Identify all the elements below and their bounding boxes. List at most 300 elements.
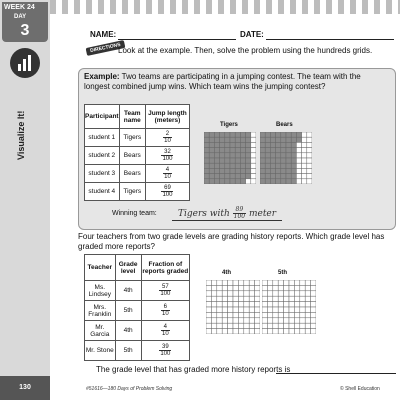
grid-cell-shaded bbox=[276, 163, 281, 168]
bar-chart-icon bbox=[10, 48, 40, 78]
grid-cell bbox=[278, 302, 283, 307]
grid-cell bbox=[300, 329, 305, 334]
grid-cell-shaded bbox=[204, 137, 209, 142]
grid-cell bbox=[228, 323, 233, 328]
grid-cell bbox=[294, 318, 299, 323]
grid-cell-shaded bbox=[291, 153, 296, 158]
grid-cell-shaded bbox=[270, 168, 275, 173]
grid-cell-shaded bbox=[286, 179, 291, 184]
grid-cell-shaded bbox=[260, 174, 265, 179]
hundreds-grid-4th[interactable] bbox=[206, 280, 260, 334]
grid-cell bbox=[222, 323, 227, 328]
grid-cell-shaded bbox=[235, 132, 240, 137]
example-text: Example: Two teams are participating in a jumping contest. The team with the longest combined jump wins. Which team wins the jumping contest? bbox=[84, 72, 361, 91]
grid-cell bbox=[217, 291, 222, 296]
grid-cell bbox=[228, 329, 233, 334]
grid-cell bbox=[222, 291, 227, 296]
grid-cell-shaded bbox=[265, 174, 270, 179]
grid-cell-shaded bbox=[214, 163, 219, 168]
grid-cell-shaded bbox=[220, 153, 225, 158]
grid-cell-shaded bbox=[214, 137, 219, 142]
grid-cell-shaded bbox=[246, 163, 251, 168]
grid-cell bbox=[289, 285, 294, 290]
grid-cell-shaded bbox=[265, 137, 270, 142]
grid-cell bbox=[211, 302, 216, 307]
grid-cell bbox=[273, 285, 278, 290]
grid-cell bbox=[206, 296, 211, 301]
table-row: Mrs. Franklin 5th $\frac{6}{10}$ bbox=[85, 301, 190, 321]
grid-cell bbox=[305, 291, 310, 296]
grid-cell bbox=[206, 285, 211, 290]
grid-cell-shaded bbox=[240, 148, 245, 153]
grid-cell bbox=[300, 323, 305, 328]
day-label: DAY bbox=[14, 14, 27, 20]
grid-cell bbox=[233, 318, 238, 323]
grid-cell bbox=[289, 302, 294, 307]
grid-cell bbox=[228, 307, 233, 312]
grid-cell bbox=[244, 302, 249, 307]
grid-cell bbox=[249, 296, 254, 301]
grid-cell-shaded bbox=[265, 163, 270, 168]
grid-cell-shaded bbox=[240, 132, 245, 137]
grid-cell bbox=[222, 302, 227, 307]
grid-cell bbox=[273, 280, 278, 285]
grid-cell bbox=[228, 296, 233, 301]
grid-cell bbox=[284, 296, 289, 301]
grid-cell bbox=[211, 323, 216, 328]
grid-cell bbox=[267, 291, 272, 296]
grid-cell-shaded bbox=[220, 142, 225, 147]
grid-cell bbox=[302, 179, 307, 184]
grid-cell-shaded bbox=[246, 168, 251, 173]
grid-cell-shaded bbox=[281, 158, 286, 163]
grid-cell-shaded bbox=[260, 179, 265, 184]
grid-cell bbox=[296, 142, 301, 147]
grid-cell bbox=[244, 329, 249, 334]
grid-cell bbox=[262, 302, 267, 307]
grid-cell-shaded bbox=[209, 148, 214, 153]
grid-cell bbox=[302, 132, 307, 137]
grid-cell-shaded bbox=[286, 148, 291, 153]
grid-cell bbox=[238, 302, 243, 307]
grid-cell bbox=[311, 323, 316, 328]
grid-cell-shaded bbox=[260, 142, 265, 147]
grid-cell-shaded bbox=[286, 153, 291, 158]
name-label: NAME: bbox=[90, 30, 117, 39]
grid-cell-shaded bbox=[286, 168, 291, 173]
name-field[interactable] bbox=[118, 39, 236, 40]
grid-cell-shaded bbox=[209, 179, 214, 184]
grid-cell bbox=[294, 312, 299, 317]
grid-cell bbox=[300, 307, 305, 312]
grid-cell bbox=[244, 280, 249, 285]
grid-cell bbox=[289, 323, 294, 328]
grid-cell bbox=[255, 285, 260, 290]
grid-cell bbox=[262, 323, 267, 328]
grid-cell bbox=[211, 329, 216, 334]
grid-cell bbox=[255, 307, 260, 312]
grid-cell-shaded bbox=[220, 174, 225, 179]
grid-cell bbox=[273, 307, 278, 312]
grid-cell bbox=[211, 291, 216, 296]
grid-cell bbox=[273, 296, 278, 301]
grid-cell bbox=[300, 302, 305, 307]
grid-cell-shaded bbox=[225, 148, 230, 153]
grid-cell-shaded bbox=[209, 153, 214, 158]
grid-cell bbox=[238, 291, 243, 296]
grid-cell bbox=[206, 329, 211, 334]
grid-cell-shaded bbox=[204, 142, 209, 147]
grid-cell-shaded bbox=[246, 132, 251, 137]
grid-cell bbox=[296, 163, 301, 168]
grid-cell bbox=[311, 291, 316, 296]
grid-cell bbox=[302, 142, 307, 147]
grid-cell-shaded bbox=[291, 158, 296, 163]
grid-cell bbox=[217, 285, 222, 290]
grid-cell-shaded bbox=[240, 142, 245, 147]
grid-cell-shaded bbox=[225, 158, 230, 163]
grid-cell bbox=[228, 291, 233, 296]
grid-cell-shaded bbox=[286, 174, 291, 179]
grid-cell-shaded bbox=[225, 168, 230, 173]
grid-cell bbox=[307, 163, 312, 168]
grid-cell bbox=[305, 323, 310, 328]
table-header: Teacher bbox=[85, 255, 116, 281]
grid-cell-shaded bbox=[214, 158, 219, 163]
grid-cell-shaded bbox=[286, 158, 291, 163]
grid-cell-shaded bbox=[230, 153, 235, 158]
grid-cell bbox=[238, 323, 243, 328]
grid-cell bbox=[289, 291, 294, 296]
grid-cell bbox=[305, 318, 310, 323]
grid-cell bbox=[284, 307, 289, 312]
grid-cell bbox=[251, 174, 256, 179]
grid-cell-shaded bbox=[270, 132, 275, 137]
grid-cell-shaded bbox=[225, 174, 230, 179]
grid-cell bbox=[294, 323, 299, 328]
grid-cell bbox=[307, 132, 312, 137]
grid-cell-shaded bbox=[214, 142, 219, 147]
grid-cell bbox=[217, 318, 222, 323]
grid-cell bbox=[294, 291, 299, 296]
grid-cell bbox=[284, 302, 289, 307]
grid-cell-shaded bbox=[209, 158, 214, 163]
grid-cell-shaded bbox=[260, 168, 265, 173]
grid-cell bbox=[305, 307, 310, 312]
grid-label-4th: 4th bbox=[222, 270, 231, 276]
grid-cell-shaded bbox=[291, 137, 296, 142]
grid-cell bbox=[251, 142, 256, 147]
grid-cell-shaded bbox=[281, 142, 286, 147]
table-row: Mr. Garcia 4th $\frac{4}{10}$ bbox=[85, 321, 190, 341]
directions-text: Look at the example. Then, solve the problem using the hundreds grids. bbox=[118, 46, 373, 55]
grid-cell-shaded bbox=[246, 137, 251, 142]
grid-cell bbox=[300, 318, 305, 323]
winner-answer: Tigers with $\frac{89}{100}$ meter bbox=[172, 207, 282, 221]
footer-left: #51616—180 Days of Problem Solving bbox=[86, 386, 173, 392]
grid-cell bbox=[307, 174, 312, 179]
grid-cell bbox=[273, 312, 278, 317]
grid-cell-shaded bbox=[291, 163, 296, 168]
grid-cell-shaded bbox=[225, 132, 230, 137]
grid-cell bbox=[289, 307, 294, 312]
grid-cell bbox=[311, 329, 316, 334]
grid-cell-shaded bbox=[265, 158, 270, 163]
grid-cell bbox=[238, 318, 243, 323]
grid-cell bbox=[238, 296, 243, 301]
grid-cell-shaded bbox=[230, 168, 235, 173]
grid-cell bbox=[302, 168, 307, 173]
hundreds-grid-bears bbox=[260, 132, 312, 184]
grid-cell bbox=[249, 291, 254, 296]
grid-cell bbox=[278, 291, 283, 296]
grid-cell-shaded bbox=[281, 137, 286, 142]
grid-cell-shaded bbox=[230, 148, 235, 153]
grid-cell-shaded bbox=[286, 163, 291, 168]
grid-cell-shaded bbox=[240, 168, 245, 173]
grid-cell bbox=[255, 280, 260, 285]
grid-cell-shaded bbox=[240, 179, 245, 184]
grid-cell bbox=[222, 285, 227, 290]
fraction: $\frac{2}{10}$ bbox=[164, 131, 171, 144]
grid-cell bbox=[251, 158, 256, 163]
grid-cell-shaded bbox=[204, 148, 209, 153]
table-row: Ms. Lindsey 4th $\frac{57}{100}$ bbox=[85, 281, 190, 301]
grid-cell bbox=[217, 323, 222, 328]
grid-cell bbox=[307, 179, 312, 184]
grid-cell bbox=[238, 285, 243, 290]
grid-cell bbox=[217, 329, 222, 334]
grid-cell-shaded bbox=[276, 132, 281, 137]
grid-cell-shaded bbox=[209, 142, 214, 147]
grid-cell-shaded bbox=[204, 132, 209, 137]
grid-cell-shaded bbox=[246, 158, 251, 163]
grid-cell-shaded bbox=[230, 174, 235, 179]
grid-cell bbox=[305, 302, 310, 307]
grid-cell-shaded bbox=[286, 137, 291, 142]
grid-cell-shaded bbox=[276, 168, 281, 173]
grid-cell-shaded bbox=[235, 153, 240, 158]
winner-label: Winning team: bbox=[112, 210, 157, 217]
grid-cell-shaded bbox=[235, 137, 240, 142]
grid-cell-shaded bbox=[270, 158, 275, 163]
grid-cell-shaded bbox=[246, 148, 251, 153]
table-header: Grade level bbox=[115, 255, 141, 281]
footer-right: © Shell Education bbox=[340, 386, 380, 392]
table-row: student 2 Bears $\frac{32}{100}$ bbox=[85, 147, 190, 165]
grid-cell bbox=[278, 307, 283, 312]
grid-cell-shaded bbox=[260, 132, 265, 137]
grid-cell bbox=[249, 329, 254, 334]
grid-cell bbox=[206, 312, 211, 317]
grid-cell-shaded bbox=[276, 148, 281, 153]
grid-cell bbox=[206, 302, 211, 307]
grid-cell bbox=[233, 285, 238, 290]
grid-cell bbox=[211, 296, 216, 301]
grid-cell bbox=[255, 318, 260, 323]
grid-cell-shaded bbox=[270, 179, 275, 184]
grid-cell-shaded bbox=[209, 132, 214, 137]
grid-cell-shaded bbox=[209, 137, 214, 142]
grid-cell bbox=[251, 179, 256, 184]
grid-cell-shaded bbox=[276, 158, 281, 163]
grid-cell bbox=[302, 174, 307, 179]
grid-cell bbox=[296, 168, 301, 173]
grid-label-tigers: Tigers bbox=[220, 122, 238, 128]
grid-cell bbox=[251, 163, 256, 168]
grid-cell bbox=[251, 132, 256, 137]
grid-cell-shaded bbox=[265, 179, 270, 184]
grid-cell bbox=[296, 158, 301, 163]
grid-cell bbox=[307, 153, 312, 158]
grid-cell bbox=[302, 158, 307, 163]
grid-cell bbox=[311, 312, 316, 317]
fraction: $\frac{32}{100}$ bbox=[162, 149, 173, 162]
grid-cell bbox=[267, 318, 272, 323]
grid-cell-shaded bbox=[214, 174, 219, 179]
section-label: Visualize It! bbox=[16, 110, 26, 160]
grid-cell-shaded bbox=[240, 137, 245, 142]
grid-cell-shaded bbox=[225, 153, 230, 158]
grid-cell bbox=[294, 285, 299, 290]
grid-cell bbox=[228, 302, 233, 307]
grid-cell bbox=[278, 280, 283, 285]
date-label: DATE: bbox=[240, 30, 264, 39]
grid-cell bbox=[238, 307, 243, 312]
grid-cell bbox=[217, 280, 222, 285]
grid-cell bbox=[249, 307, 254, 312]
grid-cell-shaded bbox=[235, 158, 240, 163]
grid-cell bbox=[294, 296, 299, 301]
date-field[interactable] bbox=[266, 39, 394, 40]
grid-cell bbox=[217, 296, 222, 301]
grid-cell-shaded bbox=[276, 142, 281, 147]
grid-cell-shaded bbox=[220, 137, 225, 142]
grid-cell bbox=[249, 323, 254, 328]
grid-cell bbox=[284, 280, 289, 285]
grid-cell bbox=[267, 307, 272, 312]
table-row: student 1 Tigers $\frac{2}{10}$ bbox=[85, 129, 190, 147]
grid-cell-shaded bbox=[240, 174, 245, 179]
grid-cell bbox=[233, 307, 238, 312]
grid-cell bbox=[244, 323, 249, 328]
grid-cell-shaded bbox=[230, 179, 235, 184]
grid-cell bbox=[294, 307, 299, 312]
grid-cell-shaded bbox=[230, 142, 235, 147]
grid-cell bbox=[284, 323, 289, 328]
grid-cell bbox=[296, 153, 301, 158]
grid-cell-shaded bbox=[204, 153, 209, 158]
grid-cell bbox=[244, 307, 249, 312]
grid-cell bbox=[300, 312, 305, 317]
grid-cell bbox=[311, 285, 316, 290]
example-table bbox=[84, 104, 190, 201]
grid-cell-shaded bbox=[246, 153, 251, 158]
fraction: $\frac{4}{10}$ bbox=[161, 324, 169, 337]
grid-cell-shaded bbox=[296, 137, 301, 142]
grid-cell-shaded bbox=[209, 168, 214, 173]
table-header: Team name bbox=[119, 105, 145, 129]
grid-cell-shaded bbox=[291, 179, 296, 184]
decorative-stripes bbox=[50, 0, 400, 14]
hundreds-grid-tigers bbox=[204, 132, 256, 184]
grid-cell bbox=[300, 280, 305, 285]
grid-cell bbox=[302, 137, 307, 142]
grid-cell-shaded bbox=[265, 153, 270, 158]
grid-cell bbox=[249, 318, 254, 323]
grid-cell bbox=[217, 312, 222, 317]
grid-cell bbox=[302, 153, 307, 158]
winner-fraction: $\frac{89}{100}$ bbox=[233, 206, 246, 220]
grid-cell-shaded bbox=[204, 179, 209, 184]
grid-cell bbox=[222, 329, 227, 334]
grid-cell-shaded bbox=[270, 153, 275, 158]
grid-cell-shaded bbox=[270, 174, 275, 179]
grid-cell-shaded bbox=[281, 168, 286, 173]
grid-cell-shaded bbox=[225, 179, 230, 184]
grid-cell-shaded bbox=[240, 163, 245, 168]
grid-cell bbox=[255, 323, 260, 328]
hundreds-grid-5th[interactable] bbox=[262, 280, 316, 334]
day-number: 3 bbox=[20, 22, 30, 39]
grid-cell bbox=[206, 291, 211, 296]
fraction: $\frac{4}{10}$ bbox=[164, 167, 171, 180]
grid-cell bbox=[305, 280, 310, 285]
grid-cell-shaded bbox=[281, 132, 286, 137]
grid-cell bbox=[289, 329, 294, 334]
grid-cell bbox=[284, 318, 289, 323]
grid-cell bbox=[278, 329, 283, 334]
grid-cell bbox=[251, 168, 256, 173]
grid-cell-shaded bbox=[281, 148, 286, 153]
grid-cell bbox=[233, 323, 238, 328]
grid-label-bears: Bears bbox=[276, 122, 293, 128]
grid-cell bbox=[255, 291, 260, 296]
grid-cell bbox=[262, 307, 267, 312]
answer-field[interactable] bbox=[276, 373, 396, 374]
grid-cell bbox=[206, 318, 211, 323]
grid-cell-shaded bbox=[220, 168, 225, 173]
grid-cell bbox=[211, 318, 216, 323]
grid-cell bbox=[278, 312, 283, 317]
grid-cell-shaded bbox=[291, 148, 296, 153]
grid-cell-shaded bbox=[276, 137, 281, 142]
grid-cell-shaded bbox=[204, 158, 209, 163]
grid-cell-shaded bbox=[270, 148, 275, 153]
grid-cell bbox=[278, 285, 283, 290]
grid-cell bbox=[262, 318, 267, 323]
grid-cell-shaded bbox=[260, 153, 265, 158]
grid-cell bbox=[278, 296, 283, 301]
grid-cell bbox=[249, 285, 254, 290]
grid-cell bbox=[244, 285, 249, 290]
grid-cell bbox=[255, 302, 260, 307]
grid-cell bbox=[228, 280, 233, 285]
grid-cell bbox=[233, 302, 238, 307]
grid-cell bbox=[211, 280, 216, 285]
grid-cell bbox=[206, 307, 211, 312]
grid-cell bbox=[289, 280, 294, 285]
grid-cell bbox=[307, 158, 312, 163]
grid-cell bbox=[296, 174, 301, 179]
grid-cell bbox=[267, 302, 272, 307]
grid-cell-shaded bbox=[260, 163, 265, 168]
grid-cell bbox=[262, 291, 267, 296]
grid-cell bbox=[307, 142, 312, 147]
grid-cell bbox=[294, 280, 299, 285]
grid-cell bbox=[222, 307, 227, 312]
grid-cell bbox=[262, 285, 267, 290]
